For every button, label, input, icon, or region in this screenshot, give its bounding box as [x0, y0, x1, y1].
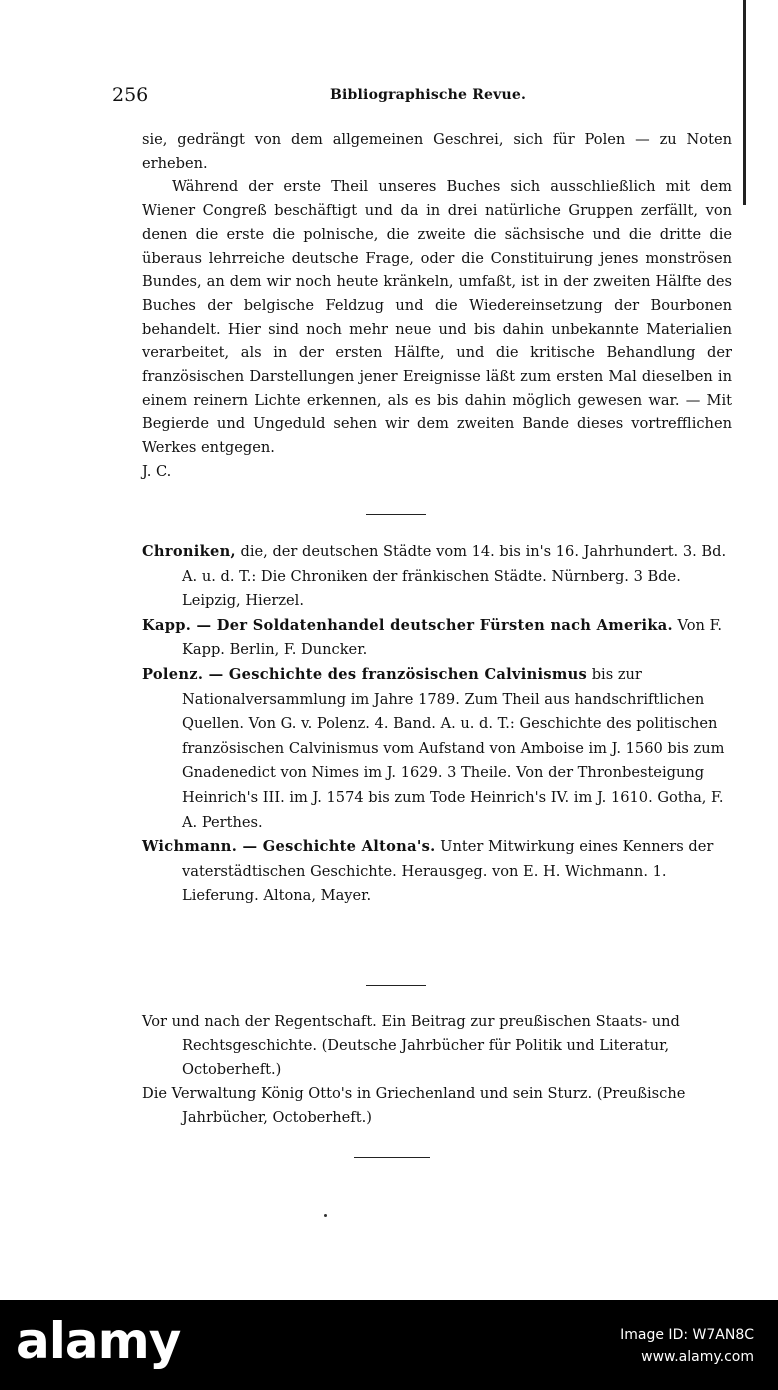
periodical-note: Die Verwaltung König Otto's in Griechenland und sein Sturz. (Preußische Jahrbücher, Octoberheft.): [142, 1085, 686, 1126]
review-paragraph: Während der erste Theil unseres Buches sich ausschließlich mit dem Wiener Congreß beschäftigt und da in drei natürliche Gruppen zerfällt, von denen die erste die polnische, die zweite die sächsische und die dritte die überaus lehrreiche deutsche Frage, oder die Constituirung jenes monströsen Bundes, an dem wir noch heute kränkeln, umfaßt, ist in der zweiten Hälfte des Buches der belgische Feldzug und die Wiedereinsetzung der Bourbonen behandelt. Hier sind noch mehr neue und bis dahin unbekannte Materialien verarbeitet, als in der ersten Hälfte, und die kritische Behandlung der französischen Darstellungen jener Ereignisse läßt zum ersten Mal dieselben in einem reinern Lichte erkennen, als es bis dahin möglich gewesen war. — Mit Begierde und Ungeduld sehen wir dem zweiten Bande dieses vortrefflichen Werkes entgegen.: [142, 178, 732, 457]
watermark-banner: [0, 1300, 778, 1390]
section-divider: [366, 985, 426, 986]
closing-rule: [354, 1157, 430, 1158]
bibliography-entry: [142, 663, 728, 835]
image-id: Image ID: W7AN8C: [620, 1327, 754, 1343]
image-id-block: [620, 1324, 754, 1368]
bibliography-entry: [142, 835, 728, 909]
entry-heading: Polenz. — Geschichte des französischen Calvinismus: [142, 665, 588, 683]
bibliography-list: [142, 540, 728, 909]
page-number: 256: [112, 84, 149, 106]
entry-heading: Kapp. — Der Soldatenhandel deutscher Fürsten nach Amerika.: [142, 616, 673, 634]
review-signature: J. C.: [142, 462, 172, 480]
section-divider: [366, 514, 426, 515]
entry-details: Von F. Kapp. Berlin, F. Duncker.: [182, 616, 723, 659]
review-opening-lines: sie, gedrängt von dem allgemeinen Geschrei, sich für Polen — zu Noten erheben.: [142, 131, 732, 172]
bibliography-entry: [142, 614, 728, 663]
site-url: www.alamy.com: [641, 1349, 754, 1365]
page-edge-shadow: [743, 0, 746, 205]
entry-details: Unter Mitwirkung eines Kenners der vaterstädtischen Geschichte. Herausgeg. von E. H. Wichmann. 1. Lieferung. Altona, Mayer.: [182, 838, 714, 905]
page-header: [112, 84, 632, 110]
entry-details: bis zur Nationalversammlung im Jahre 1789. Zum Theil aus handschriftlichen Quellen. Von G. v. Polenz. 4. Band. A. u. d. T.: Geschichte des politischen französischen Calvinismus vom Aufstand von Amboise im J. 1560 bis zum Gnadenedict von Nimes im J. 1629. 3 Theile. Von der Thronbesteigung Heinrich's III. im J. 1574 bis zum Tode Heinrich's IV. im J. 1610. Gotha, F. A. Perthes.: [182, 665, 725, 831]
entry-heading: Wichmann. — Geschichte Altona's.: [142, 838, 436, 856]
periodical-note: Vor und nach der Regentschaft. Ein Beitrag zur preußischen Staats- und Rechtsgeschichte. (Deutsche Jahrbücher für Politik und Literatur, Octoberheft.): [142, 1013, 680, 1078]
periodical-notes: [142, 1010, 728, 1130]
running-head: Bibliographische Revue.: [330, 87, 527, 103]
review-text: [142, 128, 732, 484]
entry-heading: Chroniken,: [142, 543, 236, 560]
alamy-logo: alamy: [16, 1312, 181, 1370]
ink-dot: [324, 1214, 327, 1217]
bibliography-entry: [142, 540, 728, 614]
entry-details: die, der deutschen Städte vom 14. bis in's 16. Jahrhundert. 3. Bd. A. u. d. T.: Die Chroniken der fränkischen Städte. Nürnberg. 3 Bde. Leipzig, Hierzel.: [182, 543, 727, 610]
